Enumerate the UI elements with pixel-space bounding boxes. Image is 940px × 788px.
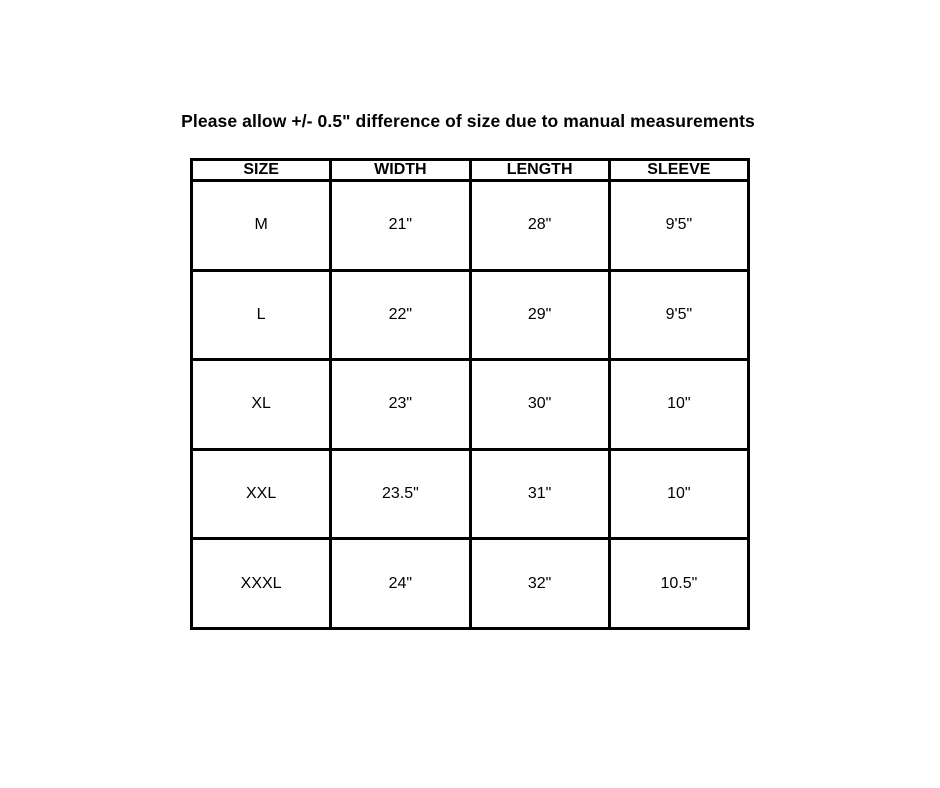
cell-sleeve: 10.5" — [609, 539, 748, 629]
cell-length: 28" — [470, 181, 609, 271]
table-row — [192, 181, 749, 271]
cell-size: XL — [192, 360, 331, 450]
header-length: LENGTH — [470, 160, 609, 181]
cell-length: 32" — [470, 539, 609, 629]
cell-width: 24" — [331, 539, 470, 629]
cell-size: M — [192, 181, 331, 271]
cell-sleeve: 10" — [609, 360, 748, 450]
header-width: WIDTH — [331, 160, 470, 181]
size-chart-table — [190, 158, 750, 630]
header-size: SIZE — [192, 160, 331, 181]
cell-length: 29" — [470, 270, 609, 360]
cell-width: 23.5" — [331, 449, 470, 539]
cell-sleeve: 10" — [609, 449, 748, 539]
header-sleeve: SLEEVE — [609, 160, 748, 181]
cell-width: 21" — [331, 181, 470, 271]
table-row — [192, 270, 749, 360]
table-row — [192, 360, 749, 450]
cell-width: 23" — [331, 360, 470, 450]
cell-size: L — [192, 270, 331, 360]
cell-width: 22" — [331, 270, 470, 360]
measurement-note: Please allow +/- 0.5" difference of size due to manual measurements — [181, 111, 755, 131]
cell-length: 31" — [470, 449, 609, 539]
cell-size: XXL — [192, 449, 331, 539]
cell-sleeve: 9'5" — [609, 181, 748, 271]
header-row — [192, 160, 749, 181]
cell-size: XXXL — [192, 539, 331, 629]
table-row — [192, 539, 749, 629]
table-row — [192, 449, 749, 539]
cell-length: 30" — [470, 360, 609, 450]
cell-sleeve: 9'5" — [609, 270, 748, 360]
